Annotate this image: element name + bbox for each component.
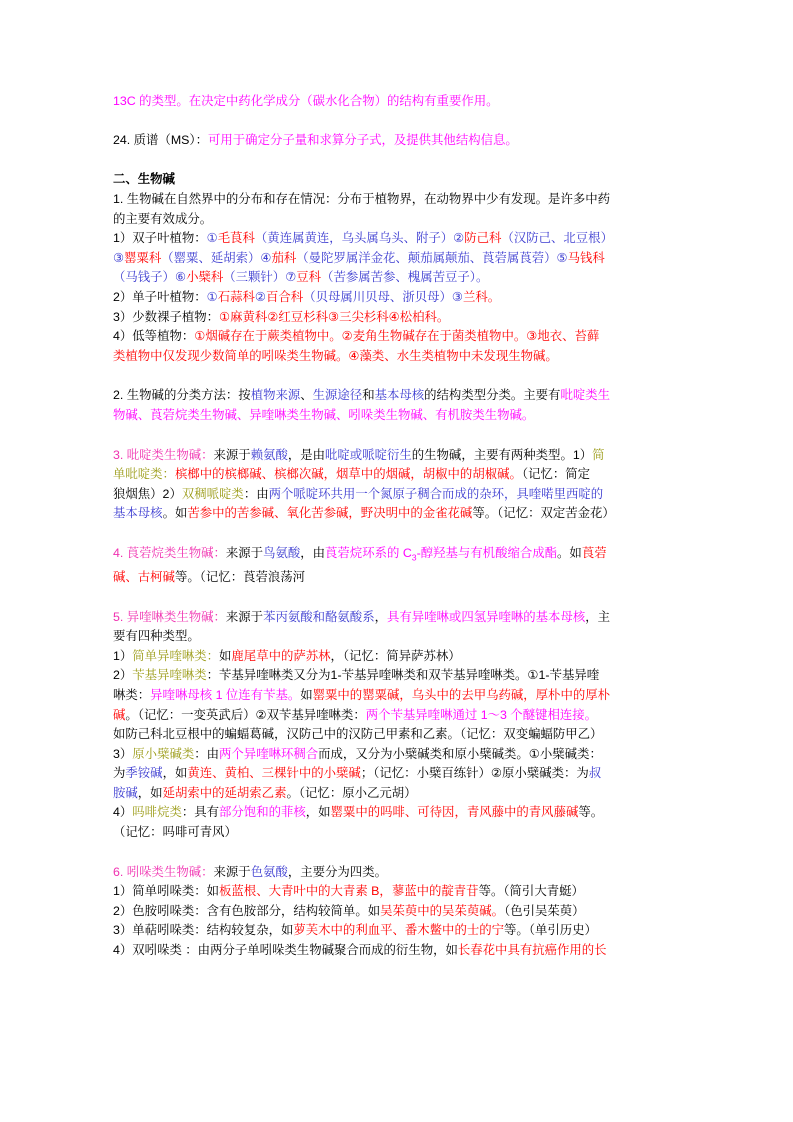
text-run: 4）低等植物：: [113, 329, 195, 344]
text-run: 具有异喹啉或四氢异喹啉的基本母核: [386, 609, 586, 624]
text-run: 的结构类型分类。主要有: [424, 388, 561, 403]
text-run: 物碱、莨菪烷类生物碱、异喹啉类生物碱、吲哚类生物碱、有机胺类生物碱。: [113, 407, 535, 422]
text-run: 马钱科: [567, 250, 605, 265]
document-body: [113, 92, 687, 961]
text-run: 鹿尾草中的萨苏林: [231, 648, 331, 663]
text-run: 莨菪烷环系的 C: [325, 545, 412, 560]
paragraph-pyridine-1: [113, 446, 687, 466]
text-run: 5. 异喹啉类生物碱：: [113, 609, 226, 624]
paragraph-benzyl-isoquinoline-3: [113, 706, 687, 726]
text-run: 吡啶类生: [560, 388, 611, 403]
text-run: （贝母属川贝母、浙贝母）: [303, 289, 452, 304]
text-run: ①: [206, 289, 218, 304]
text-run: 罂粟中的吗啡、可待因，青风藤中的青风藤碱: [330, 805, 579, 820]
text-run: 4. 莨菪烷类生物碱：: [113, 545, 226, 560]
text-run: 的生物碱，主要有两种类型。1）: [411, 447, 593, 462]
text-run: 。如: [162, 506, 188, 521]
text-run: 简单异喹啉类：: [132, 648, 220, 663]
text-run: 苄基异喹啉类: [132, 668, 207, 683]
text-run: ②: [254, 289, 267, 304]
text-run: 24. 质谱（MS）：: [113, 133, 209, 148]
text-run: ④: [260, 250, 272, 265]
paragraph-protoberberine-1: [113, 745, 687, 765]
text-run: ，如: [137, 785, 163, 800]
text-run: 莨菪: [581, 545, 607, 560]
text-run: 、: [300, 388, 313, 403]
paragraph-benzyl-isoquinoline-2: [113, 686, 687, 706]
text-run: -醇羟基与有机酸缩合成酯: [416, 545, 558, 560]
paragraph-monoterpene-indole: [113, 921, 687, 941]
text-run: 6. 吲哚类生物碱：: [113, 864, 214, 879]
text-run: ②: [453, 231, 465, 246]
text-run: 1）双子叶植物：: [113, 231, 207, 246]
text-run: 2）色胺吲哚类：: [113, 903, 207, 918]
text-run: 双稠哌啶类: [181, 486, 244, 501]
text-run: （记忆：吗啡可青风）: [113, 825, 237, 840]
spacer: [113, 366, 687, 386]
text-run: 和: [362, 388, 375, 403]
text-run: 苯丙氨酸和酪氨酸系: [263, 609, 375, 624]
text-run: 碱、古柯碱: [113, 569, 175, 584]
paragraph-isoquinoline-1: [113, 608, 687, 628]
paragraph-morphinan-1: [113, 803, 687, 823]
paragraph-pyridine-3: [113, 485, 687, 505]
text-run: 延胡索中的延胡索乙素: [162, 785, 287, 800]
text-run: ⑤: [556, 250, 568, 265]
text-run: 二、生物碱: [113, 172, 175, 187]
text-run: ，由: [300, 545, 326, 560]
spacer: [113, 426, 687, 446]
text-run: 生源途径: [312, 388, 363, 403]
text-run: ⑦: [285, 270, 297, 285]
paragraph-benzyl-isoquinoline-1: [113, 666, 687, 686]
text-run: 如: [219, 648, 232, 663]
spacer: [113, 843, 687, 863]
text-run: （罂粟、延胡索）: [161, 250, 261, 265]
paragraph-lower-plants-2: [113, 347, 687, 367]
text-run: 1）简单吲哚类：: [113, 884, 207, 899]
text-run: 小檗科: [186, 270, 224, 285]
text-run: （汉防己、北豆根）: [501, 231, 613, 246]
paragraph-classification-2: [113, 406, 687, 426]
paragraph-13c-type: [113, 92, 687, 112]
paragraph-ms: [113, 131, 687, 151]
text-run: ⑥: [174, 270, 187, 285]
text-run: 13C 的类型。在决定中药化学成分（碳水化合物）的结构有重要作用。: [113, 94, 499, 108]
paragraph-indole-heading: [113, 863, 687, 883]
paragraph-tropane-1: [113, 544, 687, 568]
paragraph-tryptamine-indole: [113, 902, 687, 922]
text-run: （苦参属苦参、槐属苦豆子）。: [321, 270, 489, 285]
text-run: 简: [592, 447, 605, 462]
text-run: ③: [451, 289, 463, 304]
text-run: 。（记忆：一变英武后）②双苄基异喹啉类：: [125, 707, 366, 722]
subscript-c3: 3: [411, 552, 417, 563]
text-run: 碱: [113, 707, 126, 722]
paragraph-pyridine-2: [113, 465, 687, 485]
text-run: 类植物中仅发现少数简单的吲哚类生物碱。④藻类、水生类植物中未发现生物碱。: [113, 348, 558, 363]
text-run: 啉类：: [113, 687, 151, 702]
text-run: 石蒜科: [217, 289, 255, 304]
text-run: 季铵碱: [125, 766, 163, 781]
text-run: 如: [300, 687, 313, 702]
text-run: 1）: [113, 648, 133, 663]
text-run: 3）单萜吲哚类：: [113, 923, 207, 938]
paragraph-simple-isoquinoline: [113, 647, 687, 667]
text-run: 来源于: [225, 609, 264, 624]
text-run: 基本母核: [113, 506, 163, 521]
text-run: ①烟碱存在于蕨类植物中。②麦角生物碱存在于菌类植物中。③地衣、苔藓: [194, 329, 600, 344]
text-run: （三颗针）: [223, 270, 286, 285]
text-run: 的主要有效成分。: [113, 211, 213, 226]
text-run: 茄科: [271, 250, 297, 265]
paragraph-dicot-2: [113, 249, 687, 269]
text-run: 。（记忆：原小乙元胡）: [286, 785, 417, 800]
text-run: 异喹啉母核 1 位连有苄基。: [150, 687, 301, 702]
text-run: 来源于: [225, 545, 264, 560]
text-run: 板蓝根、大青叶中的大青素 B，蓼蓝中的靛青苷: [219, 884, 479, 899]
paragraph-lower-plants-1: [113, 327, 687, 347]
spacer: [113, 588, 687, 608]
text-run: （记忆：简定: [521, 467, 591, 482]
text-run: （黄连属黄连，乌头属乌头、附子）: [254, 231, 454, 246]
text-run: 百合科: [266, 289, 304, 304]
text-run: 。如: [557, 545, 582, 560]
text-run: ③: [113, 250, 125, 265]
text-run: 苦参中的苦参碱、氧化苦参碱，野决明中的金雀花碱: [187, 506, 473, 521]
text-run: 萝芙木中的利血平、番木鳖中的士的宁: [293, 923, 505, 938]
text-run: 槟榔中的槟榔碱、槟榔次碱，烟草中的烟碱，胡椒中的胡椒碱。: [174, 467, 522, 482]
text-run: 叔: [588, 766, 602, 781]
text-run: 1. 生物碱在自然界中的分布和存在情况：分布于植物界，在动物界中少有发现。是许多中药: [113, 191, 611, 206]
text-run: ，（记忆：简异萨苏林）: [330, 648, 461, 663]
text-run: 色氨酸: [250, 864, 288, 879]
paragraph-benzyl-isoquinoline-4: [113, 725, 687, 745]
text-run: （色引吴茱萸）: [504, 903, 585, 918]
paragraph-classification-1: [113, 386, 687, 406]
text-run: 防己科: [464, 231, 502, 246]
paragraph-bisindole: [113, 941, 687, 961]
text-run: 等。（单引历史）: [504, 923, 597, 938]
text-run: ，如: [305, 805, 331, 820]
text-run: 单吡啶类：: [113, 467, 175, 482]
text-run: 3）: [113, 746, 133, 761]
text-run: （曼陀罗属洋金花、颠茄属颠茄、莨菪属莨菪）: [296, 250, 557, 265]
paragraph-protoberberine-3: [113, 784, 687, 804]
paragraph-dicot-3: [113, 268, 687, 288]
text-run: 如防己科北豆根中的蝙蝠葛碱，汉防己中的汉防己甲素和乙素。（记忆：双变蝙蝠防甲乙）: [113, 727, 603, 742]
text-run: 来源于: [213, 447, 251, 462]
text-run: 罂粟中的罂粟碱，乌头中的去甲乌药碱，厚朴中的厚朴: [312, 687, 611, 702]
text-run: 如: [206, 884, 220, 899]
paragraph-distribution-cont: [113, 210, 687, 230]
text-run: 豆科: [296, 270, 322, 285]
text-run: 两个苄基异喹啉通过 1～3 个醚键相连接。: [365, 707, 598, 722]
text-run: 4）双吲哚类 ：由两分子单吲哚类生物碱聚合而成的衍生物，如: [113, 943, 458, 958]
text-run: 2. 生物碱的分类方法：按: [113, 388, 251, 403]
text-run: 两个异喹啉环稠合: [219, 746, 319, 761]
text-run: 赖氨酸: [250, 447, 288, 462]
text-run: 而成，又分为小檗碱类和原小檗碱类。①小檗碱类：: [318, 746, 602, 761]
text-run: 黄连、黄柏、三棵针中的小檗碱: [187, 766, 361, 781]
text-run: 基本母核: [374, 388, 425, 403]
text-run: 3. 吡啶类生物碱：: [113, 447, 214, 462]
text-run: 吴茱萸中的吴茱萸碱。: [380, 903, 505, 918]
text-run: ，是由: [287, 447, 326, 462]
text-run: 要有四种类型。: [113, 629, 200, 644]
text-run: 鸟氨酸: [263, 545, 301, 560]
text-run: 2）单子叶植物：: [113, 289, 207, 304]
text-run: 等。（记忆：莨菪浪荡河: [174, 569, 306, 584]
paragraph-dicot-1: [113, 229, 687, 249]
paragraph-protoberberine-2: [113, 764, 687, 784]
text-run: ：由: [194, 746, 220, 761]
text-run: 来源于: [213, 864, 251, 879]
heading-alkaloids: [113, 170, 687, 190]
paragraph-distribution: [113, 190, 687, 210]
text-run: ：具有: [181, 805, 220, 820]
text-run: ，主: [585, 609, 611, 624]
text-run: 等。: [578, 805, 604, 820]
text-run: 等。（简引大青蜓）: [478, 884, 584, 899]
text-run: ：苄基异喹啉类又分为1-苄基异喹啉类和双苄基异喹啉类。①1-苄基异喹: [206, 668, 600, 683]
text-run: 罂粟科: [124, 250, 162, 265]
spacer: [113, 112, 687, 132]
spacer: [113, 151, 687, 171]
text-run: 狼烟焦）2）: [113, 486, 182, 501]
text-run: ①麻黄科②红豆杉科③三尖杉科④松柏科。: [219, 309, 450, 324]
text-run: 等。（记忆：双定苦金花）: [472, 506, 615, 521]
paragraph-isoquinoline-2: [113, 627, 687, 647]
text-run: 吡啶或哌啶衍生: [325, 447, 412, 462]
paragraph-tropane-2: [113, 568, 687, 588]
text-run: 植物来源: [250, 388, 301, 403]
text-run: 兰科。: [463, 289, 501, 304]
text-run: 为: [113, 766, 126, 781]
text-run: 吗啡烷类: [132, 805, 182, 820]
paragraph-gymnosperm: [113, 308, 687, 328]
text-run: 长春花中具有抗癌作用的长: [457, 943, 607, 958]
text-run: 两个哌啶环共用一个氮原子稠合而成的杂环，具喹喏里西啶的: [268, 486, 604, 501]
text-run: 可用于确定分子量和求算分子式，及提供其他结构信息。: [208, 133, 518, 148]
text-run: 3）少数裸子植物：: [113, 309, 220, 324]
text-run: ：由: [243, 486, 269, 501]
paragraph-simple-indole: [113, 882, 687, 902]
text-run: ①: [206, 231, 218, 246]
text-run: （马钱子）: [113, 270, 175, 285]
paragraph-pyridine-4: [113, 504, 687, 524]
text-run: 部分饱和的菲核: [219, 805, 306, 820]
text-run: ，: [374, 609, 387, 624]
text-run: 毛茛科: [217, 231, 255, 246]
text-run: ，如: [162, 766, 188, 781]
spacer: [113, 524, 687, 544]
text-run: 2）: [113, 668, 133, 683]
paragraph-morphinan-2: [113, 823, 687, 843]
paragraph-monocot: [113, 288, 687, 308]
text-run: 含有色胺部分，结构较简单。如: [206, 903, 381, 918]
text-run: 原小檗碱类: [132, 746, 195, 761]
text-run: ；（记忆：小檗百练针）②原小檗碱类：为: [360, 766, 589, 781]
text-run: 胺碱: [113, 785, 138, 800]
text-run: 4）: [113, 805, 133, 820]
text-run: 结构较复杂，如: [206, 923, 294, 938]
text-run: ，主要分为四类。: [287, 864, 387, 879]
